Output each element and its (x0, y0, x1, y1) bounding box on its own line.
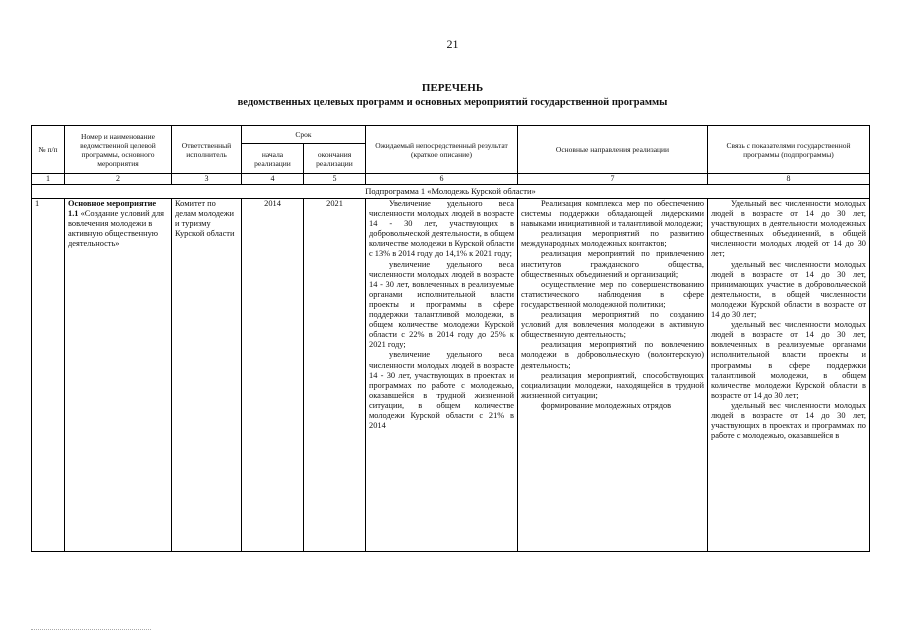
document-subtitle: ведомственных целевых программ и основных мероприятий государственной программы (237, 97, 668, 108)
document-title: ПЕРЕЧЕНЬ (421, 82, 484, 94)
row-name (65, 199, 172, 552)
header-result: Ожидаемый непосредственный результат (краткое описание) (366, 126, 518, 174)
link-paragraph: удельный вес численности молодых людей в возрасте от 14 до 30 лет, принимающих участие в добровольческой деятельности, в общей численности молодежи Курской области в возрасте от 14 до 30 лет; (711, 259, 866, 320)
link-paragraph: удельный вес численности молодых людей в возрасте от 14 до 30 лет, участвующих в проектах и программах по работе с молодежью, оказавшейся в (711, 400, 866, 441)
row-name-bold: Основное мероприятие 1.1 (68, 199, 157, 219)
link-paragraph: Удельный вес численности молодых людей в возрасте от 14 до 30 лет, участвующих в деятельности молодежных общественных объединений, в общей численности молодых людей от 14 до 30 лет; (711, 199, 866, 259)
column-number: 5 (304, 174, 366, 185)
header-term-end: окончания реализации (304, 144, 366, 174)
direction-paragraph: Реализация комплекса мер по обеспечению системы поддержки обладающей лидерскими навыками инициативной и талантливой молодежи; (521, 199, 704, 229)
result-paragraph: Увеличение удельного веса численности молодых людей в возрасте 14 - 30 лет, участвующих в добровольческой деятельности, в общем количестве молодежи в Курской области с 13% в 2014 году до 14,1% к 2021 году; (369, 199, 514, 259)
column-number: 6 (366, 174, 518, 185)
direction-paragraph: реализация мероприятий по привлечению институтов гражданского общества, общественных объединений и организаций; (521, 249, 704, 279)
row-end: 2021 (304, 199, 366, 552)
table-row (32, 199, 870, 552)
header-num: № п/п (32, 126, 65, 174)
row-responsible: Комитет по делам молодежи и туризму Курской области (172, 199, 242, 552)
header-name: Номер и наименование ведомственной целевой программы, основного мероприятия (65, 126, 172, 174)
column-number: 2 (65, 174, 172, 185)
direction-paragraph: реализация мероприятий по вовлечению молодежи в добровольческую (волонтерскую) деятельность; (521, 340, 704, 370)
programs-table (31, 125, 870, 552)
direction-paragraph: реализация мероприятий по развитию международных молодежных контактов; (521, 229, 704, 249)
row-num: 1 (32, 199, 65, 552)
direction-paragraph: реализация мероприятий по созданию условий для вовлечения молодежи в активную общественную деятельность; (521, 310, 704, 340)
row-name-text: «Создание условий для вовлечения молодежи в активную общественную деятельность» (68, 209, 165, 249)
column-number: 8 (708, 174, 870, 185)
row-links (708, 199, 870, 552)
direction-paragraph: осуществление мер по совершенствованию статистического наблюдения в сфере государственной молодежной политики; (521, 279, 704, 309)
header-term-start: начала реализации (242, 144, 304, 174)
header-directions: Основные направления реализации (518, 126, 708, 174)
subprogram-title: Подпрограмма 1 «Молодежь Курской области» (32, 185, 870, 199)
direction-paragraph: реализация мероприятий, способствующих социализации молодежи, находящейся в трудной жизненной ситуации; (521, 370, 704, 400)
link-paragraph: удельный вес численности молодых людей в возрасте от 14 до 30 лет, вовлеченных в реализуемые органами исполнительной власти проекты и программы в сфере поддержки талантливой молодежи, в общем количестве молодежи Курской области в возрасте от 14 до 30 лет; (711, 320, 866, 400)
column-number: 3 (172, 174, 242, 185)
direction-paragraph: формирование молодежных отрядов (541, 400, 672, 410)
page-number: 21 (446, 37, 459, 51)
row-result (366, 199, 518, 552)
header-link: Связь с показателями государственной программы (подпрограммы) (708, 126, 870, 174)
column-number: 1 (32, 174, 65, 185)
header-term: Срок (242, 126, 366, 144)
column-number: 7 (518, 174, 708, 185)
column-number: 4 (242, 174, 304, 185)
footer-divider (31, 629, 151, 634)
result-paragraph: увеличение удельного веса численности молодых людей в возрасте 14 - 30 лет, вовлеченных в реализуемые органами исполнительной власти проекты и программы в сфере поддержки талантливой молодежи, в общем количестве молодежи Курской области с 22% в 2014 году до 25% к 2021 году; (369, 259, 514, 350)
row-directions (518, 199, 708, 552)
header-responsible: Ответственный исполнитель (172, 126, 242, 174)
row-start: 2014 (242, 199, 304, 552)
result-paragraph: увеличение удельного веса численности молодых людей в возрасте 14 - 30 лет, участвующих в проектах и программах по работе с молодежью, оказавшейся в трудной жизненной ситуации, в общем количестве молодежи Курской области с 21% в 2014 (369, 350, 514, 431)
